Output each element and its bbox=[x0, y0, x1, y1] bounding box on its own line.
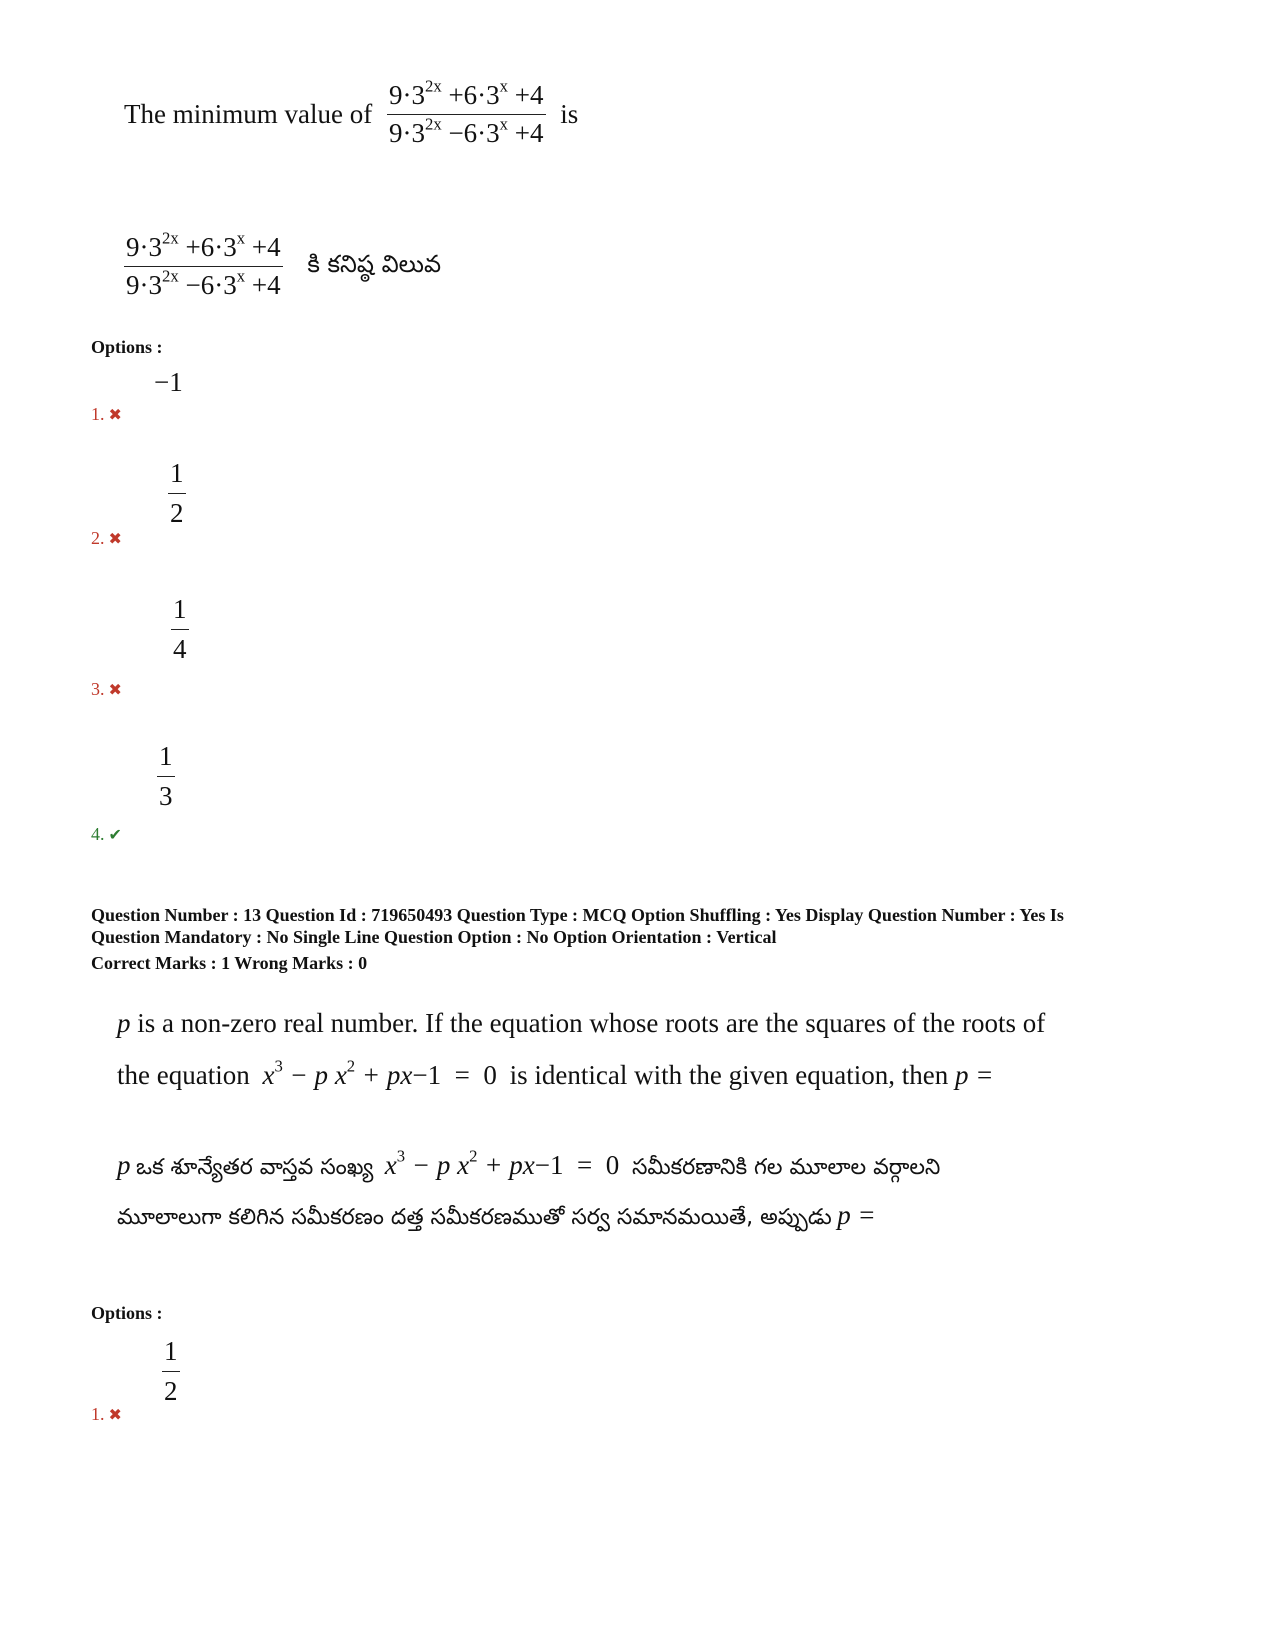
q13-en-line2-post: is identical with the given equation, then bbox=[509, 1060, 949, 1090]
q12-fraction bbox=[387, 76, 546, 149]
q13-option-1[interactable] bbox=[91, 1404, 122, 1425]
fraction-denominator: 4 bbox=[173, 634, 187, 664]
fraction-denominator: $9\cdot 3^{2x} -6\cdot 3^x +4$ bbox=[126, 266, 281, 300]
q13-te-line1-post: సమీకరణానికి గల మూలాల వర్గాలని bbox=[631, 1155, 941, 1180]
fraction-denominator: $9\cdot 3^{2x} -6\cdot 3^x +4$ bbox=[388, 114, 544, 148]
q12-option-4-value bbox=[157, 741, 175, 812]
q13-te-line1-pre: ఒక శూన్యేతర వాస్తవ సంఖ్య bbox=[136, 1155, 374, 1180]
var-p: p bbox=[117, 1008, 131, 1038]
q12-option-3[interactable] bbox=[91, 679, 122, 700]
cross-icon: ✖ bbox=[108, 1407, 122, 1424]
q13-options-label: Options : bbox=[91, 1303, 163, 1323]
fraction-bar bbox=[171, 629, 189, 630]
fraction-numerator: $9\cdot 3^{2x} +6\cdot 3^x +4$ bbox=[388, 76, 544, 110]
q12-english bbox=[124, 76, 579, 149]
q12-en-suffix: is bbox=[560, 99, 579, 129]
fraction-denominator: 2 bbox=[164, 1376, 178, 1406]
q12-telugu bbox=[124, 228, 442, 301]
q12-option-2[interactable] bbox=[91, 528, 122, 549]
q13-te-line2: మూలాలుగా కలిగిన సమీకరణం దత్త సమీకరణముతో సర్వ సమానమయితే, అప్పుడు bbox=[117, 1205, 832, 1230]
q12-option-1[interactable] bbox=[91, 404, 122, 425]
q13-telugu-line1 bbox=[117, 1146, 941, 1185]
fraction-bar bbox=[168, 493, 186, 494]
q12-en-prefix: The minimum value of bbox=[124, 99, 373, 129]
q13-option-1-value bbox=[162, 1336, 180, 1407]
q13-marks: Correct Marks : 1 Wrong Marks : 0 bbox=[91, 953, 368, 973]
var-p-end: p = bbox=[837, 1200, 876, 1230]
q13-meta bbox=[91, 904, 1221, 974]
q13-en-line2-pre: the equation bbox=[117, 1060, 250, 1090]
q13-english-line1 bbox=[117, 1008, 1045, 1039]
q13-en-line1: is a non-zero real number. If the equation whose roots are the squares of the roots of bbox=[137, 1008, 1046, 1038]
option-number: 3. bbox=[91, 679, 105, 699]
fraction-denominator: 3 bbox=[159, 781, 173, 811]
q13-telugu-line2 bbox=[117, 1200, 876, 1235]
q12-option-3-value bbox=[171, 594, 189, 665]
q13-meta-line1: Question Number : 13 Question Id : 719650493 Question Type : MCQ Option Shuffling : Yes Display Question Number : Yes Is bbox=[91, 905, 1064, 925]
fraction-numerator: 1 bbox=[159, 741, 173, 771]
var-p-end: p = bbox=[955, 1060, 994, 1090]
fraction-bar bbox=[387, 114, 546, 115]
var-p: p bbox=[117, 1150, 131, 1180]
cross-icon: ✖ bbox=[108, 682, 122, 699]
check-icon: ✔ bbox=[108, 827, 122, 844]
option-number: 4. bbox=[91, 824, 105, 844]
q13-equation-te: $x^3 - p$ $x^2 + px-1 = 0$ bbox=[384, 1146, 620, 1180]
q13-equation: $x^3 - p$ $x^2 + px-1 = 0$ bbox=[262, 1056, 497, 1090]
q12-te-suffix: కి కనిష్ఠ విలువ bbox=[307, 249, 442, 278]
q12-option-2-value bbox=[168, 458, 186, 529]
fraction-numerator: 1 bbox=[173, 594, 187, 624]
cross-icon: ✖ bbox=[108, 407, 122, 424]
q12-option-1-value: −1 bbox=[154, 367, 183, 397]
option-number: 1. bbox=[91, 1404, 105, 1424]
option-number: 2. bbox=[91, 528, 105, 548]
option-number: 1. bbox=[91, 404, 105, 424]
q12-options-label: Options : bbox=[91, 337, 163, 357]
fraction-bar bbox=[162, 1371, 180, 1372]
fraction-bar bbox=[157, 776, 175, 777]
fraction-numerator: 1 bbox=[170, 458, 184, 488]
q12-fraction-te bbox=[124, 228, 283, 301]
q13-english-line2 bbox=[117, 1056, 994, 1091]
fraction-bar bbox=[124, 266, 283, 267]
fraction-denominator: 2 bbox=[170, 498, 184, 528]
fraction-numerator: $9\cdot 3^{2x} +6\cdot 3^x +4$ bbox=[126, 228, 281, 262]
fraction-numerator: 1 bbox=[164, 1336, 178, 1366]
cross-icon: ✖ bbox=[108, 531, 122, 548]
q12-option-4[interactable] bbox=[91, 824, 122, 845]
q13-meta-line2: Question Mandatory : No Single Line Question Option : No Option Orientation : Vertical bbox=[91, 927, 777, 947]
